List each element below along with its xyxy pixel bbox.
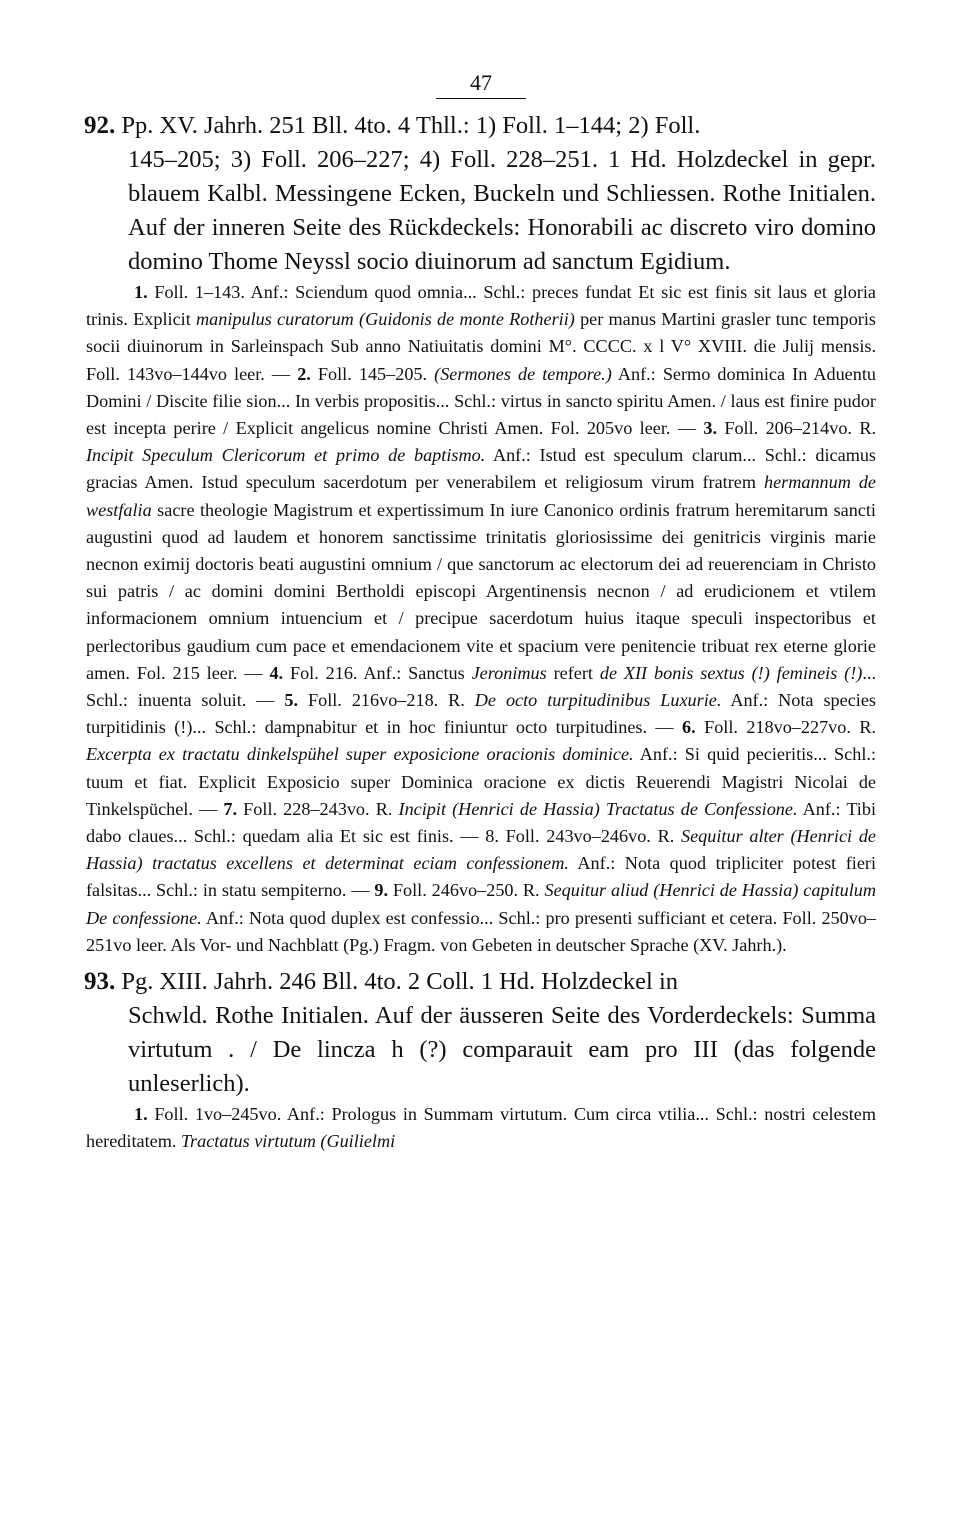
italic-title: manipulus curatorum (Guidonis de monte Rotherii): [196, 309, 575, 330]
italic-title: Tractatus virtutum (Guilielmi: [180, 1131, 396, 1152]
text-run: refert: [546, 662, 600, 683]
text-run: Foll. 1vo–245vo. Anf.: Prologus in Summam virtutum. Cum circa vtilia... Schl.: nostri celestem hereditatem.: [86, 1104, 876, 1152]
text-run: Anf.: Nota quod tripliciter potest fieri falsitas... Schl.: in statu sempiterno. —: [86, 853, 877, 901]
entry-description: [86, 1101, 876, 1155]
item-number: 1.: [134, 1104, 148, 1125]
text-run: Foll. 246vo–250. R.: [388, 880, 545, 901]
text-run: Foll. 206–214vo. R.: [717, 418, 876, 439]
entry-header-rest: Schwld. Rothe Initialen. Auf der äusseren Seite des Vorderdeckels: Summa virtutum . / De lincza h (?) comparauit eam pro III (das folgende unleserlich).: [128, 1002, 876, 1098]
item-number: 3.: [703, 418, 717, 439]
text-run: Anf.: Sermo dominica In Aduentu Domini / Discite filie sion... In verbis propositis... Schl.: virtus in sancto spiritu Amen. / laus est finire pudor est incepta perire / Explicit angelicus nomine Christi Amen. Fol. 205vo leer. —: [86, 363, 876, 439]
entry-header: [86, 965, 876, 1101]
italic-title: Sequitur alter (Henrici de Hassia) tractatus excellens et determinat eciam confessionem.: [86, 826, 877, 874]
item-number: 7.: [223, 798, 238, 819]
item-number: 6.: [682, 717, 696, 738]
catalog-entry-93: [86, 965, 876, 1155]
text-run: Foll. 218vo–227vo. R.: [695, 717, 876, 738]
text-run: Anf.: Istud est speculum clarum... Schl.: dicamus gracias Amen. Istud speculum sacerdotum per venerabilem et religiosum virum fratrem: [86, 445, 877, 493]
italic-title: Incipit (Henrici de Hassia) Tractatus de Confessione.: [398, 798, 798, 819]
item-number: 1.: [134, 282, 148, 302]
text-run: Fol. 216. Anf.: Sanctus: [283, 662, 472, 683]
item-number: 4.: [269, 662, 284, 683]
italic-name: Jeronimus: [471, 662, 547, 683]
entry-number: 92.: [84, 112, 116, 139]
item-number: 5.: [284, 690, 299, 711]
text-run: Foll. 145–205.: [310, 363, 435, 384]
text-run: ... Schl.: inuenta soluit. —: [86, 662, 876, 711]
item-number: 2.: [297, 363, 311, 384]
entry-header-rest: 145–205; 3) Foll. 206–227; 4) Foll. 228–251. 1 Hd. Holzdeckel in gepr. blauem Kalbl. Messingene Ecken, Buckeln und Schliessen. Rothe Initialen. Auf der inneren Seite des Rückdeckels: Honorabili ac discreto viro domino domino Thome Neyssl socio diuinorum ad sanctum Egidium.: [128, 146, 876, 275]
italic-title: Excerpta ex tractatu dinkelspühel super exposicione oracionis dominice.: [86, 744, 634, 765]
italic-title: De octo turpitudinibus Luxurie.: [474, 690, 722, 711]
italic-title: Sequitur aliud (Henrici de Hassia) capitulum De confessione.: [86, 880, 876, 928]
italic-name: hermannum de westfalia: [86, 472, 876, 520]
text-run: Foll. 228–243vo. R.: [237, 798, 399, 819]
italic-title: Incipit Speculum Clericorum et primo de baptismo.: [86, 445, 486, 466]
item-number: 9.: [374, 880, 389, 901]
text-run: sacre theologie Magistrum et expertissimum In iure Canonico ordinis fratrum heremitarum sancti augustini quod ad laudem et honorem sanctissime trinitatis gloriosissime dei genitricis virginis marie necnon eximij doctoris beati augustini omnium / que sanctorum ac electorum dei ad reuerenciam in Christo sui patris / ac domini domini Bertholdi episcopi Argentinensis necnon / ad erudicionem et vtilem informacionem omnium intuencium et / precipue sacerdotum huius itaque speculi inspectoribus et perlectoribus gaudium cum pace et emendacionem vite et spacium vere penitencie tribuat rex eterne glorie amen. Fol. 215 leer. —: [86, 499, 876, 683]
text-run: Anf.: Si quid pecieritis... Schl.: tuum et fiat. Explicit Exposicio super Dominica oracione ex dictis Reuerendi Magistri Nicolai de Tinkelspüchel. —: [86, 744, 876, 819]
text-run: per manus Martini grasler tunc temporis socii diuinorum in Sarleinspach Sub anno Natiuitatis domini M°. CCCC. x l V° XVIII. die Julij mensis. Foll. 143vo–144vo leer. —: [86, 309, 876, 384]
entry-header-first-line: Pg. XIII. Jahrh. 246 Bll. 4to. 2 Coll. 1 Hd. Holzdeckel in: [121, 968, 679, 996]
page-number: 47: [436, 70, 526, 99]
text-run: Foll. 1–143. Anf.: Sciendum quod omnia... Schl.: preces fundat Et sic est finis sit laus et gloria trinis. Explicit: [86, 282, 876, 330]
entry-header: [86, 109, 876, 279]
entry-description: [86, 279, 876, 959]
entry-number: 93.: [84, 968, 116, 996]
entry-header-first-line: Pp. XV. Jahrh. 251 Bll. 4to. 4 Thll.: 1) Foll. 1–144; 2) Foll.: [121, 112, 701, 139]
text-run: Anf.: Tibi dabo claues... Schl.: quedam alia Et sic est finis. — 8. Foll. 243vo–246vo. R.: [86, 798, 877, 847]
text-run: Anf.: Nota quod duplex est confessio... Schl.: pro presenti sufficiant et cetera. Foll. 250vo–251vo leer. Als Vor- und Nachblatt (Pg.) Fragm. von Gebeten in deutscher Sprache (XV. Jahrh.).: [86, 907, 877, 955]
italic-title: de XII bonis sextus (!) femineis (!): [599, 662, 863, 683]
catalog-entry-92: [86, 109, 876, 959]
document-page: [86, 70, 876, 1155]
text-run: Anf.: Nota species turpitidinis (!)... Schl.: dampnabitur et in hoc finiuntur octo turpitudines. —: [86, 690, 876, 738]
text-run: Foll. 216vo–218. R.: [298, 690, 475, 711]
italic-title: (Sermones de tempore.): [434, 363, 612, 384]
